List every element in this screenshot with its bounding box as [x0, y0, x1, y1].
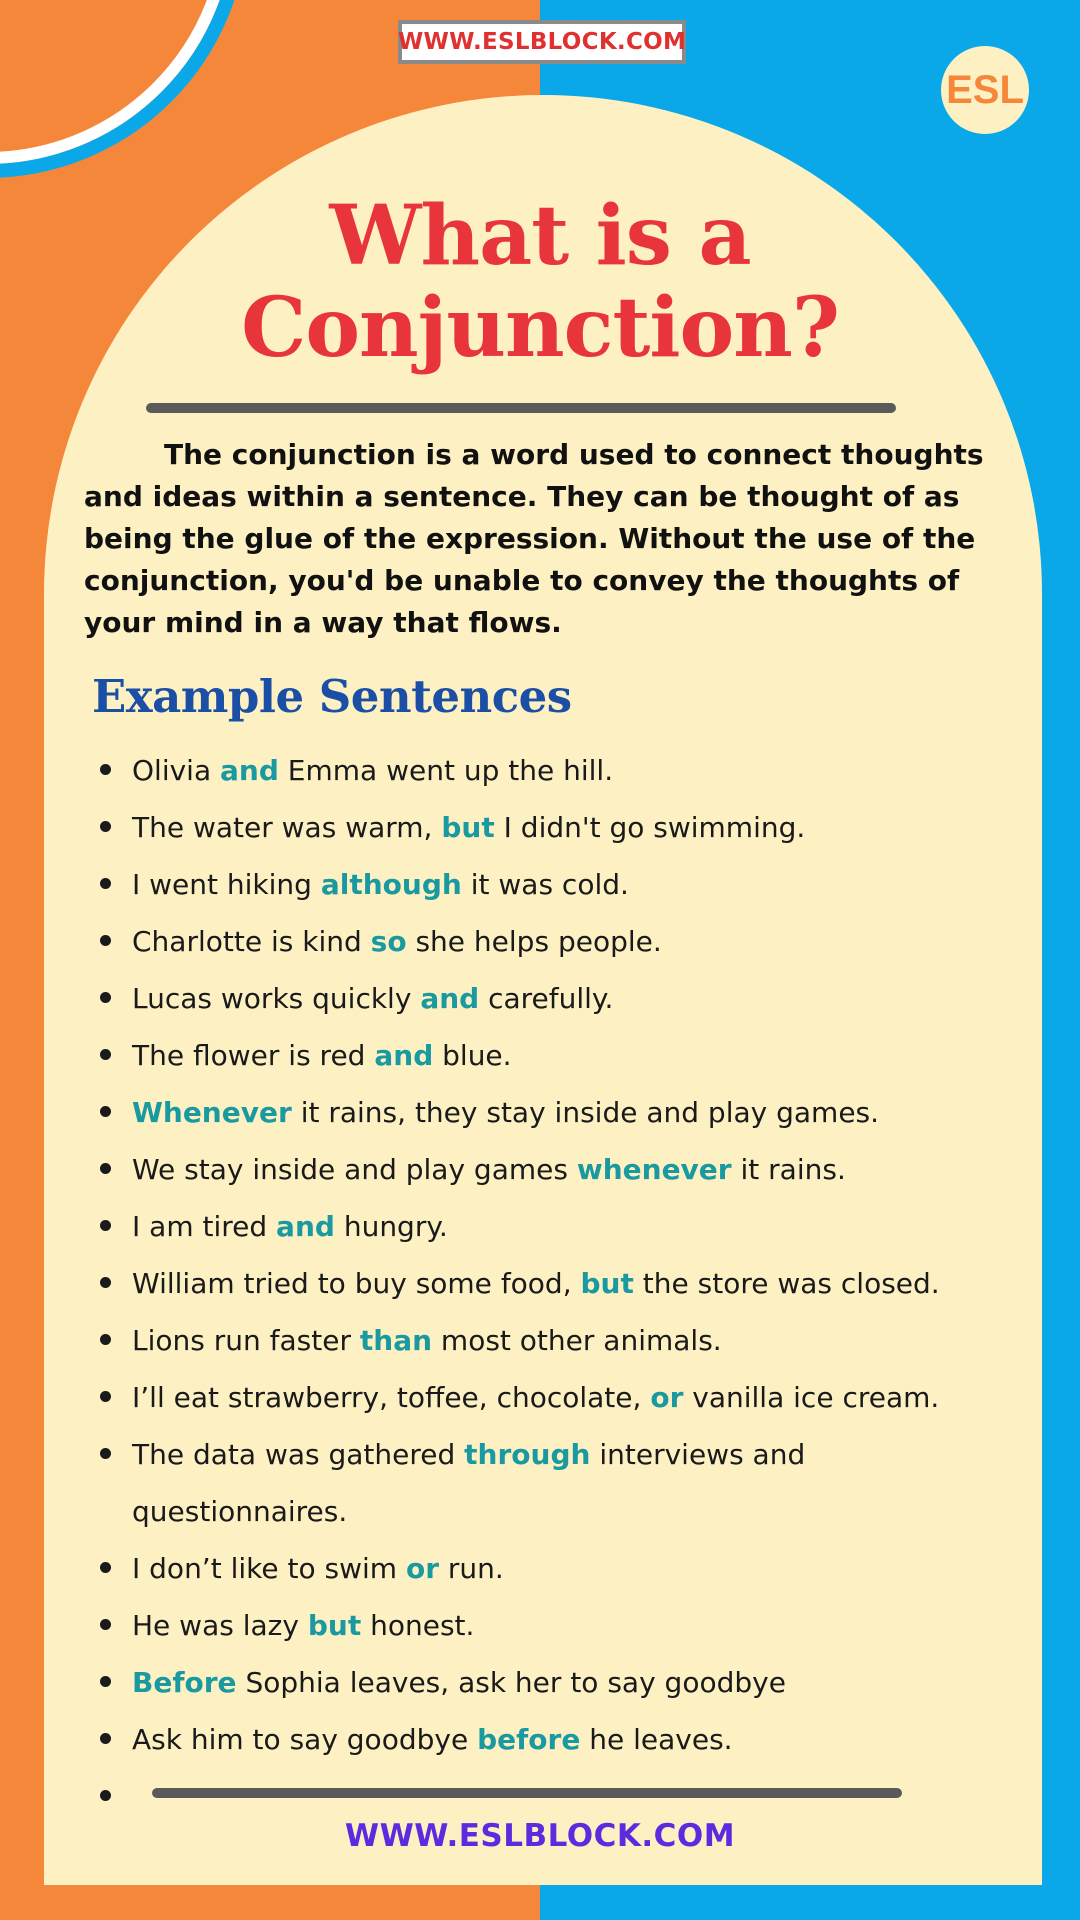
- sentence-text-before: Olivia: [132, 754, 221, 787]
- sentence-text-before: I am tired: [132, 1210, 277, 1243]
- sentence-text-after: it rains.: [731, 1153, 846, 1186]
- bullet-icon: [100, 821, 111, 832]
- site-url-bottom[interactable]: WWW.ESLBLOCK.COM: [344, 1818, 736, 1854]
- sentence-text-before: We stay inside and play games: [132, 1153, 577, 1186]
- bullet-icon: [100, 1790, 111, 1801]
- bullet-icon: [100, 1049, 111, 1060]
- bullet-icon: [100, 1334, 111, 1345]
- sentence-text-after: blue.: [433, 1039, 512, 1072]
- bullet-icon: [100, 1619, 111, 1630]
- example-sentence: [98, 1084, 1018, 1141]
- sentence-text-after: most other animals.: [432, 1324, 722, 1357]
- bullet-icon: [100, 1163, 111, 1174]
- sentence-text-before: I’ll eat strawberry, toffee, chocolate,: [132, 1381, 651, 1414]
- intro-paragraph: The conjunction is a word used to connect thoughts and ideas within a sentence. They can be thought of as being the glue of the expression. Without the use of the conjunction, you'd be unable to convey the thoughts of your mind in a way that flows.: [84, 438, 984, 639]
- bullet-icon: [100, 1106, 111, 1117]
- example-sentence: [98, 1711, 1018, 1768]
- sentence-text-after: it rains, they stay inside and play games.: [291, 1096, 880, 1129]
- conjunction-keyword: and: [276, 1210, 335, 1243]
- divider-top: [146, 403, 896, 413]
- example-sentence: [98, 1540, 1018, 1597]
- conjunction-keyword: Whenever: [132, 1096, 292, 1129]
- title-line-2: Conjunction?: [241, 280, 839, 376]
- bullet-icon: [100, 1220, 111, 1231]
- conjunction-keyword: but: [441, 811, 495, 844]
- example-sentence: [98, 1255, 1018, 1312]
- conjunction-keyword: and: [374, 1039, 434, 1072]
- example-sentence: [98, 742, 1018, 799]
- conjunction-keyword: whenever: [576, 1153, 732, 1186]
- site-url-top[interactable]: WWW.ESLBLOCK.COM: [398, 20, 686, 64]
- example-sentence: [98, 1597, 1018, 1654]
- section-title: Example Sentences: [92, 670, 572, 723]
- bullet-icon: [100, 992, 111, 1003]
- divider-bottom: [152, 1788, 902, 1798]
- sentence-text-after: vanilla ice cream.: [683, 1381, 940, 1414]
- example-sentence: [98, 1141, 1018, 1198]
- bullet-icon: [100, 1676, 111, 1687]
- example-sentence: [98, 913, 1018, 970]
- sentence-text-after: hungry.: [334, 1210, 448, 1243]
- conjunction-keyword: or: [405, 1552, 439, 1585]
- example-sentence: [98, 799, 1018, 856]
- sentence-text-before: The water was warm,: [132, 811, 442, 844]
- conjunction-keyword: or: [650, 1381, 684, 1414]
- sentence-text-after: I didn't go swimming.: [494, 811, 806, 844]
- sentence-text-after: he leaves.: [580, 1723, 733, 1756]
- sentence-text-after: carefully.: [479, 982, 614, 1015]
- sentence-text-after: the store was closed.: [633, 1267, 940, 1300]
- sentence-text-before: William tried to buy some food,: [132, 1267, 581, 1300]
- sentence-text-after: it was cold.: [461, 868, 629, 901]
- title-line-1: What is a: [329, 188, 751, 284]
- sentence-text-after: she helps people.: [406, 925, 662, 958]
- example-sentence: [98, 1426, 1018, 1540]
- bullet-icon: [100, 1733, 111, 1744]
- example-sentence: [98, 1198, 1018, 1255]
- sentence-text-before: The flower is red: [132, 1039, 375, 1072]
- esl-logo-badge: ESL: [941, 46, 1029, 134]
- sentence-text-before: The data was gathered: [132, 1438, 465, 1471]
- example-sentence: [98, 1027, 1018, 1084]
- conjunction-keyword: although: [320, 868, 462, 901]
- conjunction-keyword: than: [359, 1324, 433, 1357]
- sentence-text-before: Lucas works quickly: [132, 982, 421, 1015]
- example-sentence: [98, 970, 1018, 1027]
- bullet-icon: [100, 935, 111, 946]
- sentence-text-before: I don’t like to swim: [132, 1552, 406, 1585]
- conjunction-keyword: before: [477, 1723, 581, 1756]
- sentence-text-before: Lions run faster: [132, 1324, 360, 1357]
- conjunction-keyword: and: [420, 982, 480, 1015]
- sentence-text-after: honest.: [361, 1609, 475, 1642]
- sentence-text-after: interviews and questionnaires.: [132, 1438, 806, 1528]
- conjunction-keyword: through: [464, 1438, 591, 1471]
- sentence-text-after: Sophia leaves, ask her to say goodbye: [236, 1666, 786, 1699]
- conjunction-keyword: but: [580, 1267, 634, 1300]
- conjunction-keyword: so: [370, 925, 407, 958]
- example-sentence: [98, 856, 1018, 913]
- example-sentence: [98, 1654, 1018, 1711]
- sentence-text-before: He was lazy: [132, 1609, 308, 1642]
- bullet-icon: [100, 1448, 111, 1459]
- conjunction-keyword: Before: [132, 1666, 237, 1699]
- bullet-icon: [100, 1391, 111, 1402]
- bullet-icon: [100, 1562, 111, 1573]
- sentence-text-before: I went hiking: [132, 868, 321, 901]
- conjunction-keyword: but: [307, 1609, 362, 1642]
- examples-list: [98, 742, 1018, 1825]
- sentence-text-after: run.: [439, 1552, 504, 1585]
- sentence-text-after: Emma went up the hill.: [278, 754, 614, 787]
- example-sentence: [98, 1312, 1018, 1369]
- bullet-icon: [100, 764, 111, 775]
- page-title: [100, 190, 980, 374]
- example-sentence: [98, 1369, 1018, 1426]
- sentence-text-before: Ask him to say goodbye: [132, 1723, 478, 1756]
- bullet-icon: [100, 1277, 111, 1288]
- sentence-text-before: Charlotte is kind: [132, 925, 371, 958]
- conjunction-keyword: and: [220, 754, 279, 787]
- bullet-icon: [100, 878, 111, 889]
